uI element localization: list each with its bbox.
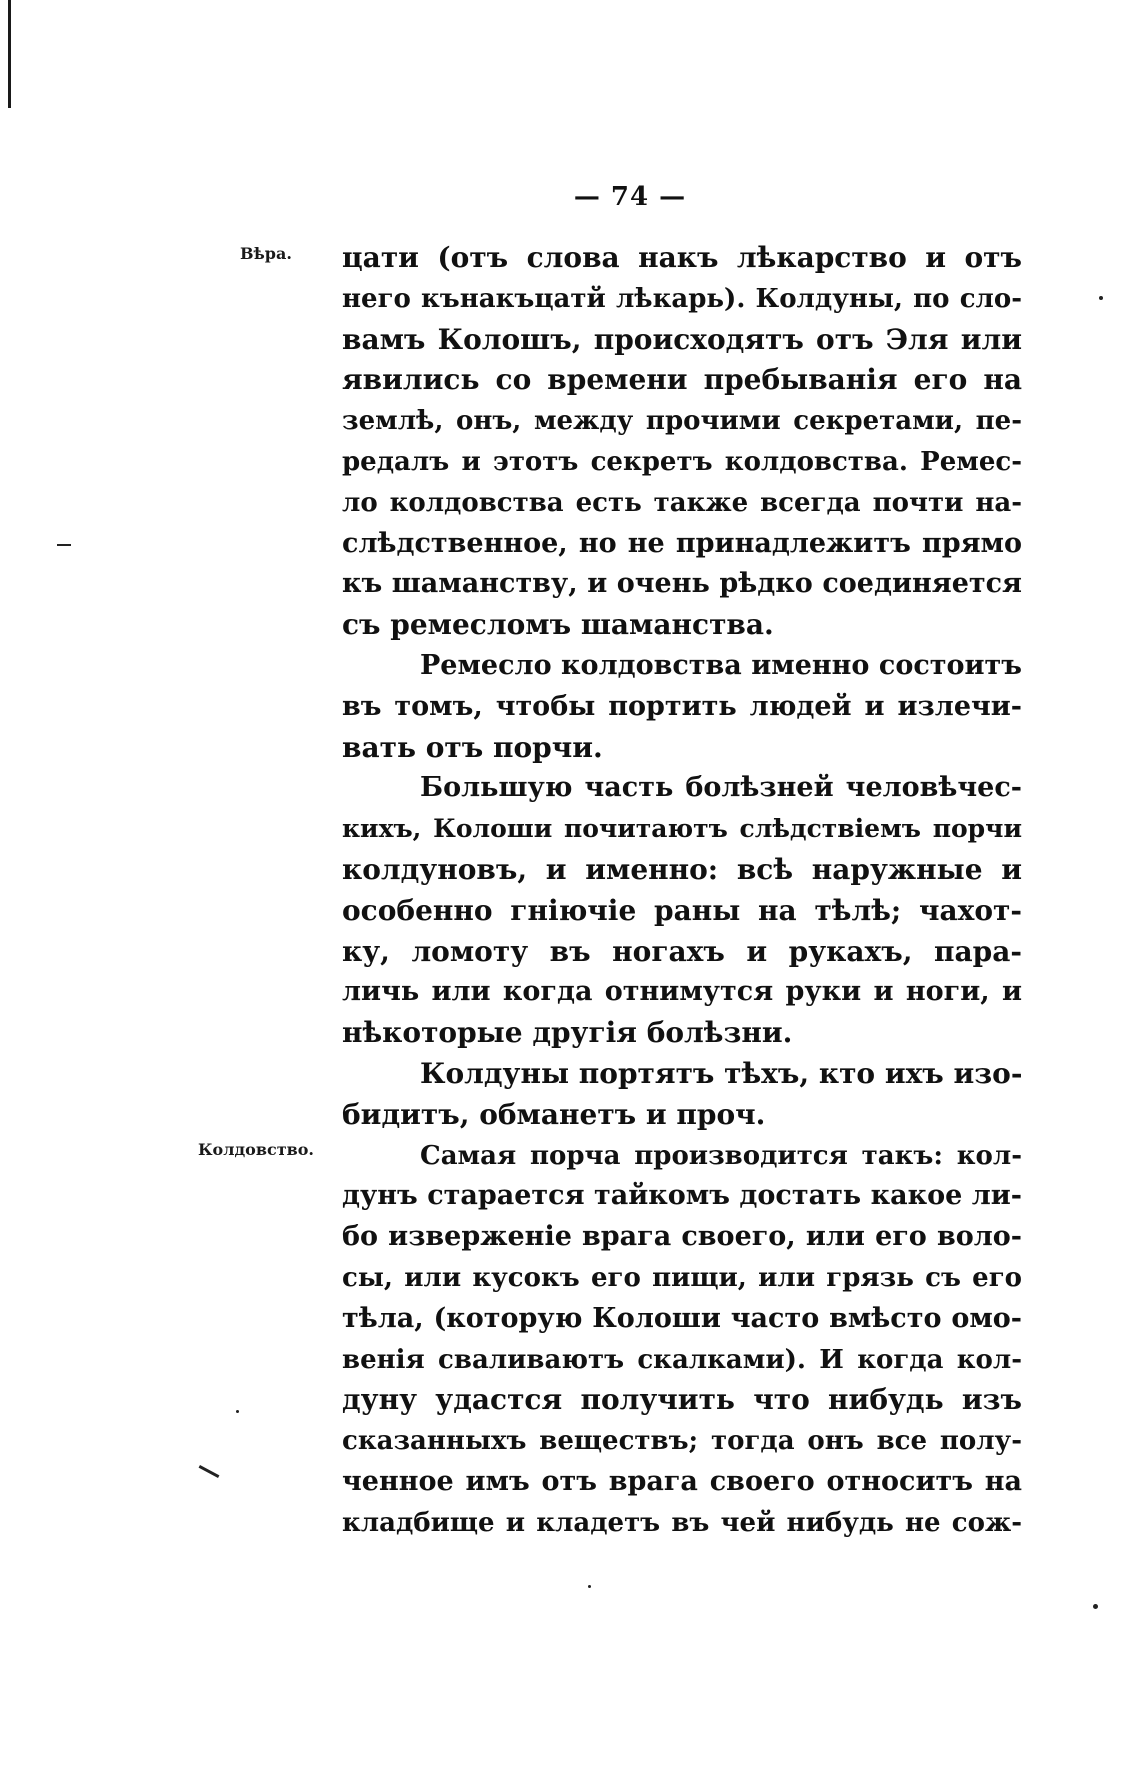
text-line: сказанныхъ веществъ; тогда онъ все полу- [342,1426,1022,1457]
text-line: сы, или кусокъ его пищи, или грязь съ его [342,1262,1022,1293]
scan-mark-stroke [199,1465,220,1478]
margin-note-vera: Вѣра. [240,244,292,263]
scan-mark-dot [588,1585,591,1588]
text-line: кладбище и кладетъ въ чей нибудь не сож- [342,1507,1022,1538]
text-line: ку, ломоту въ ногахъ и рукахъ, пара- [342,934,1022,968]
scan-mark-dot [1099,296,1103,300]
text-line: колдуновъ, и именно: всѣ наружные и [342,852,1022,886]
text-line: кихъ, Колоши почитаютъ слѣдствіемъ порчи [342,814,1022,844]
body-text [342,238,1022,1544]
text-line: венія сваливаютъ скалками). И когда кол- [342,1344,1022,1375]
text-line: бидитъ, обманетъ и проч. [342,1097,766,1131]
text-line: вать отъ порчи. [342,730,603,764]
text-line: него кънакъцатй лѣкарь). Колдуны, по сло- [342,283,1022,314]
text-line: съ ремесломъ шаманства. [342,608,774,642]
text-line: слѣдственное, но не принадлежитъ прямо [342,527,1022,559]
text-line: дуну удастся получить что нибудь изъ [342,1383,1022,1417]
text-line: землѣ, онъ, между прочими секретами, пе- [342,406,1022,437]
text-line: личь или когда отнимутся руки и ноги, и [342,976,1022,1008]
scan-mark-dot [236,1410,239,1413]
text-line: дунъ старается тайкомъ достать какое ли- [342,1180,1022,1212]
text-line: Ремесло колдовства именно состоитъ [420,649,1022,681]
margin-note-koldovstvo: Колдовство. [198,1140,314,1159]
page-number-text: — 74 — [573,182,687,212]
text-line: ченное имъ отъ врага своего относитъ на [342,1465,1022,1497]
text-line: явились со времени пребыванія его на [342,363,1022,397]
page-number [0,182,1140,212]
text-line: цати (отъ слова накъ лѣкарство и отъ [342,241,1022,274]
text-line: ло колдовства есть также всегда почти на- [342,487,1022,518]
text-line: Большую часть болѣзней человѣчес- [420,772,1022,804]
text-line: вамъ Колошъ, происходятъ отъ Эля или [342,322,1022,356]
scan-mark-dot [1093,1604,1098,1609]
text-line: къ шаманству, и очень рѣдко соединяется [342,568,1022,600]
page-edge-rule [8,0,11,108]
text-line: особенно гніючіе раны на тѣлѣ; чахот- [342,893,1022,927]
text-line: Колдуны портятъ тѣхъ, кто ихъ изо- [420,1056,1022,1090]
text-line: Самая порча производится такъ: кол- [420,1140,1022,1171]
text-line: бо изверженіе врага своего, или его воло- [342,1221,1022,1253]
text-line: тѣла, (которую Колоши часто вмѣсто омо- [342,1302,1022,1334]
scan-mark-dash [57,544,71,546]
text-line: редалъ и этотъ секретъ колдовства. Ремес- [342,446,1022,477]
text-line: нѣкоторые другія болѣзни. [342,1016,793,1050]
text-line: въ томъ, чтобы портить людей и излечи- [342,690,1022,722]
